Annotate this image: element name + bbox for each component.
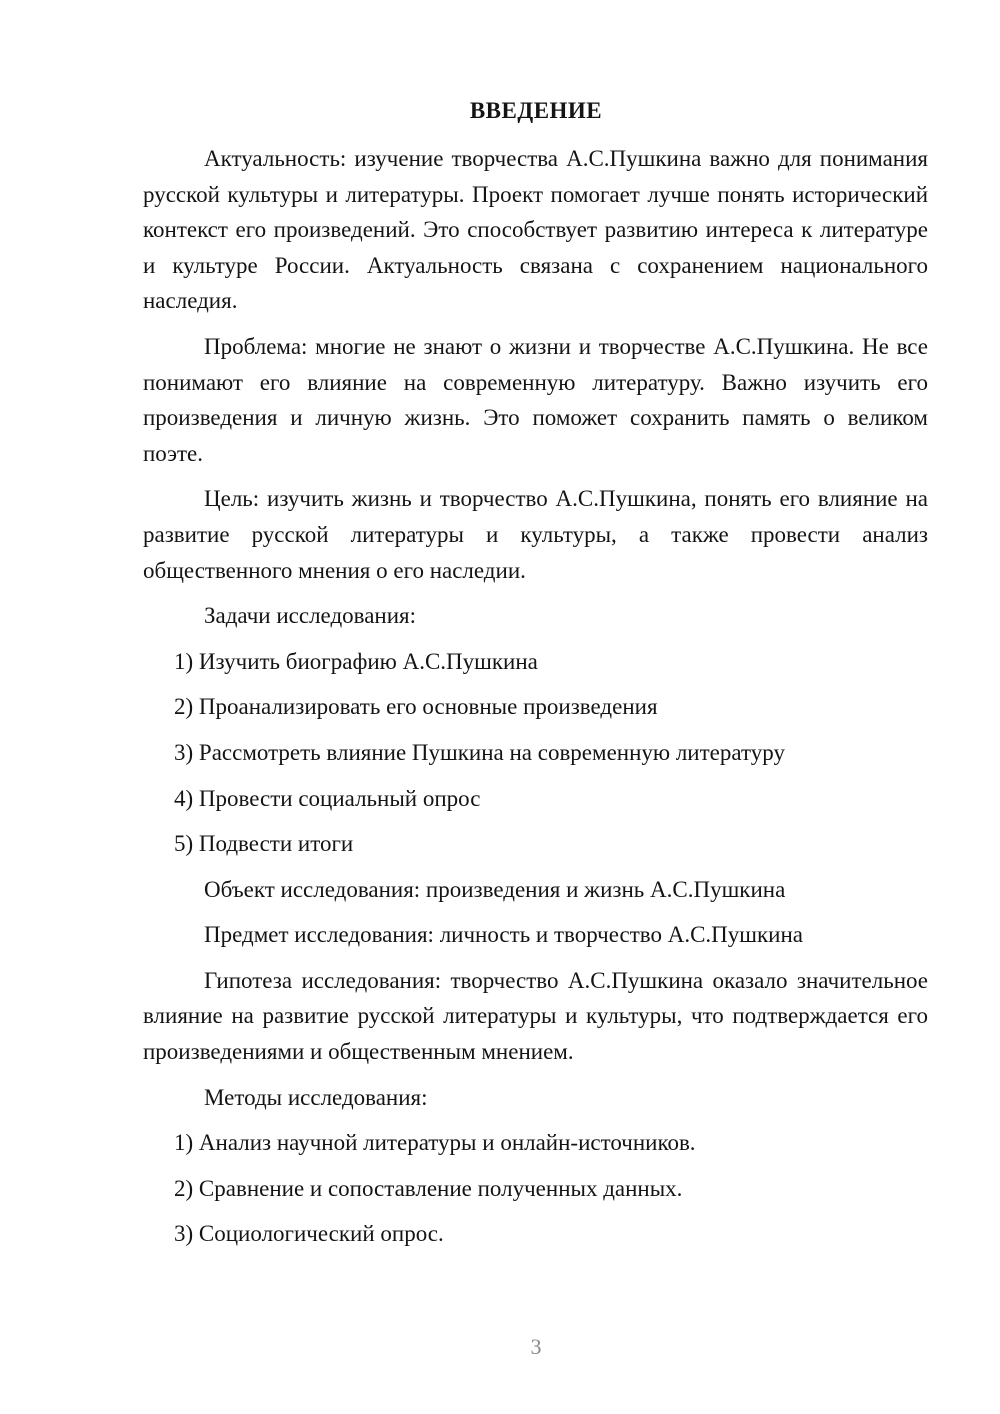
page-heading: ВВЕДЕНИЕ: [469, 98, 603, 123]
task-item: 4) Провести социальный опрос: [174, 785, 481, 811]
method-item: 2) Сравнение и сопоставление полученных данных.: [174, 1175, 683, 1201]
method-item: 1) Анализ научной литературы и онлайн-источников.: [174, 1130, 696, 1156]
method-item: 3) Социологический опрос.: [174, 1221, 444, 1247]
task-item: 1) Изучить биографию А.С.Пушкина: [174, 648, 538, 674]
methods-heading: Методы исследования:: [204, 1084, 428, 1110]
methods-list: [143, 1125, 928, 1252]
relevance-paragraph: Актуальность: изучение творчества А.С.Пушкина важно для понимания русской культуры и литературы. Проект помогает лучше понять исторический контекст его произведений. Это способствует развитию интереса к литературе и культуре России. Актуальность связана с сохранением национального наследия.: [143, 146, 928, 314]
task-item: 3) Рассмотреть влияние Пушкина на современную литературу: [174, 739, 785, 765]
research-object: Объект исследования: произведения и жизнь А.С.Пушкина: [204, 876, 786, 902]
tasks-heading: Задачи исследования:: [204, 603, 417, 629]
task-item: 5) Подвести итоги: [174, 831, 354, 857]
research-subject: Предмет исследования: личность и творчество А.С.Пушкина: [204, 922, 803, 948]
goal-paragraph: Цель: изучить жизнь и творчество А.С.Пушкина, понять его влияние на развитие русской литературы и культуры, а также провести анализ общественного мнения о его наследии.: [143, 486, 928, 583]
task-item: 2) Проанализировать его основные произведения: [174, 694, 658, 720]
hypothesis-paragraph: Гипотеза исследования: творчество А.С.Пушкина оказало значительное влияние на развитие русской литературы и культуры, что подтверждается его произведениями и общественным мнением.: [143, 967, 928, 1065]
document-body: [143, 141, 928, 1262]
problem-paragraph: Проблема: многие не знают о жизни и творчестве А.С.Пушкина. Не все понимают его влияние на современную литературу. Важно изучить его произведения и личную жизнь. Это поможет сохранить память о великом поэте.: [143, 333, 928, 466]
page-number: 3: [530, 1334, 542, 1359]
tasks-list: [143, 644, 928, 862]
